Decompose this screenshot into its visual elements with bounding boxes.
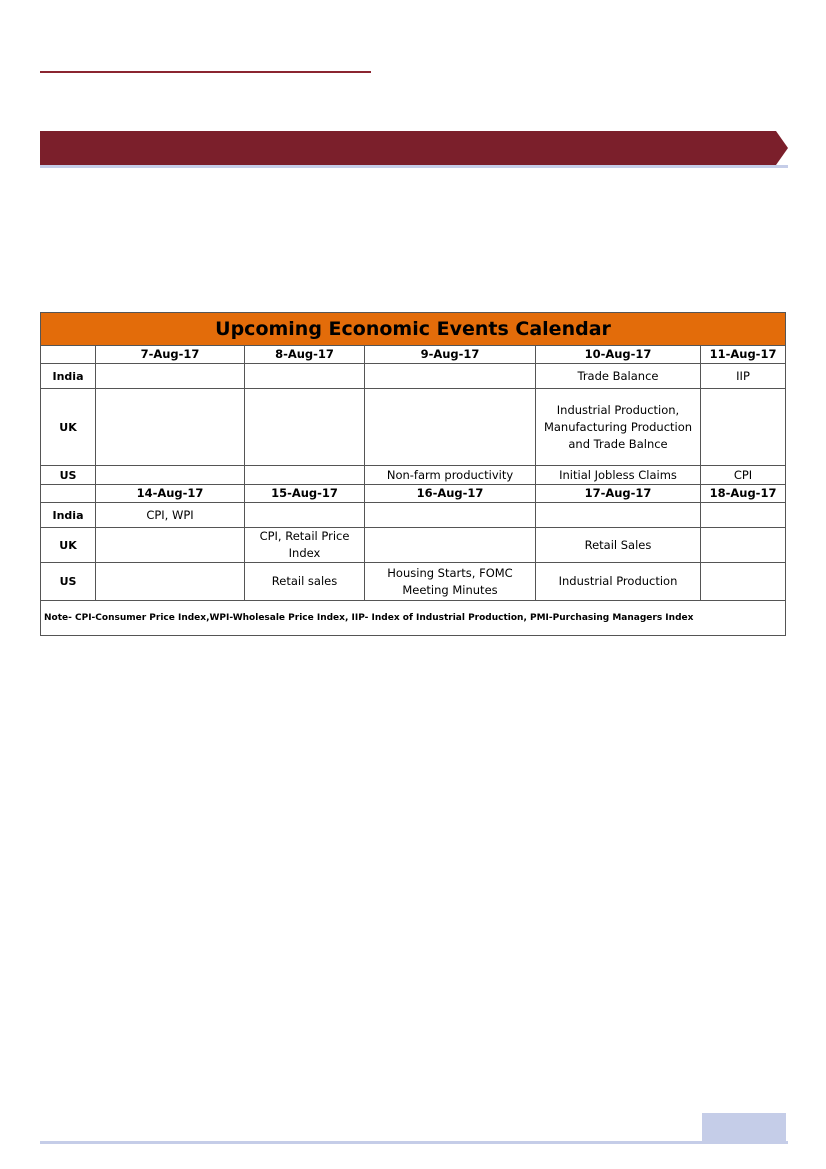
country-label: US bbox=[41, 466, 96, 485]
event-cell: CPI bbox=[701, 466, 786, 485]
event-cell bbox=[96, 528, 245, 563]
date-cell: 14-Aug-17 bbox=[96, 485, 245, 503]
event-cell: Trade Balance bbox=[536, 364, 701, 389]
date-cell: 17-Aug-17 bbox=[536, 485, 701, 503]
event-cell bbox=[365, 389, 536, 466]
event-cell bbox=[245, 364, 365, 389]
event-cell bbox=[365, 364, 536, 389]
event-cell bbox=[96, 466, 245, 485]
event-cell bbox=[365, 503, 536, 528]
event-cell bbox=[701, 503, 786, 528]
country-label: UK bbox=[41, 389, 96, 466]
country-label: UK bbox=[41, 528, 96, 563]
event-cell: CPI, Retail Price Index bbox=[245, 528, 365, 563]
abbreviation-note: Note- CPI-Consumer Price Index,WPI-Wholesale Price Index, IIP- Index of Industrial Production, PMI-Purchasing Managers Index bbox=[41, 601, 786, 636]
event-cell: Retail Sales bbox=[536, 528, 701, 563]
date-cell: 9-Aug-17 bbox=[365, 346, 536, 364]
corner-cell bbox=[41, 346, 96, 364]
event-cell bbox=[701, 528, 786, 563]
event-cell: Industrial Production bbox=[536, 563, 701, 601]
event-cell: CPI, WPI bbox=[96, 503, 245, 528]
footer-rule bbox=[40, 1141, 788, 1144]
event-cell bbox=[536, 503, 701, 528]
event-cell bbox=[245, 466, 365, 485]
event-cell: Industrial Production, Manufacturing Production and Trade Balnce bbox=[536, 389, 701, 466]
event-cell bbox=[96, 563, 245, 601]
event-cell: Non-farm productivity bbox=[365, 466, 536, 485]
event-cell bbox=[96, 364, 245, 389]
economic-events-table bbox=[40, 312, 786, 636]
date-row-week-2 bbox=[41, 485, 786, 503]
date-cell: 16-Aug-17 bbox=[365, 485, 536, 503]
date-row-week-1 bbox=[41, 346, 786, 364]
uk-row-week-1 bbox=[41, 389, 786, 466]
table-title: Upcoming Economic Events Calendar bbox=[41, 313, 786, 346]
note-row bbox=[41, 601, 786, 636]
corner-cell bbox=[41, 485, 96, 503]
section-banner bbox=[40, 131, 788, 165]
date-cell: 7-Aug-17 bbox=[96, 346, 245, 364]
page-number-box bbox=[702, 1113, 786, 1142]
us-row-week-2 bbox=[41, 563, 786, 601]
country-label: India bbox=[41, 503, 96, 528]
country-label: US bbox=[41, 563, 96, 601]
us-row-week-1 bbox=[41, 466, 786, 485]
event-cell: Initial Jobless Claims bbox=[536, 466, 701, 485]
event-cell: IIP bbox=[701, 364, 786, 389]
date-cell: 10-Aug-17 bbox=[536, 346, 701, 364]
event-cell: Housing Starts, FOMC Meeting Minutes bbox=[365, 563, 536, 601]
date-cell: 15-Aug-17 bbox=[245, 485, 365, 503]
india-row-week-2 bbox=[41, 503, 786, 528]
date-cell: 18-Aug-17 bbox=[701, 485, 786, 503]
date-cell: 8-Aug-17 bbox=[245, 346, 365, 364]
india-row-week-1 bbox=[41, 364, 786, 389]
event-cell: Retail sales bbox=[245, 563, 365, 601]
event-cell bbox=[245, 503, 365, 528]
country-label: India bbox=[41, 364, 96, 389]
event-cell bbox=[701, 389, 786, 466]
event-cell bbox=[96, 389, 245, 466]
event-cell bbox=[365, 528, 536, 563]
event-cell bbox=[245, 389, 365, 466]
banner-underline bbox=[40, 165, 788, 168]
header-rule bbox=[40, 71, 371, 73]
date-cell: 11-Aug-17 bbox=[701, 346, 786, 364]
event-cell bbox=[701, 563, 786, 601]
uk-row-week-2 bbox=[41, 528, 786, 563]
